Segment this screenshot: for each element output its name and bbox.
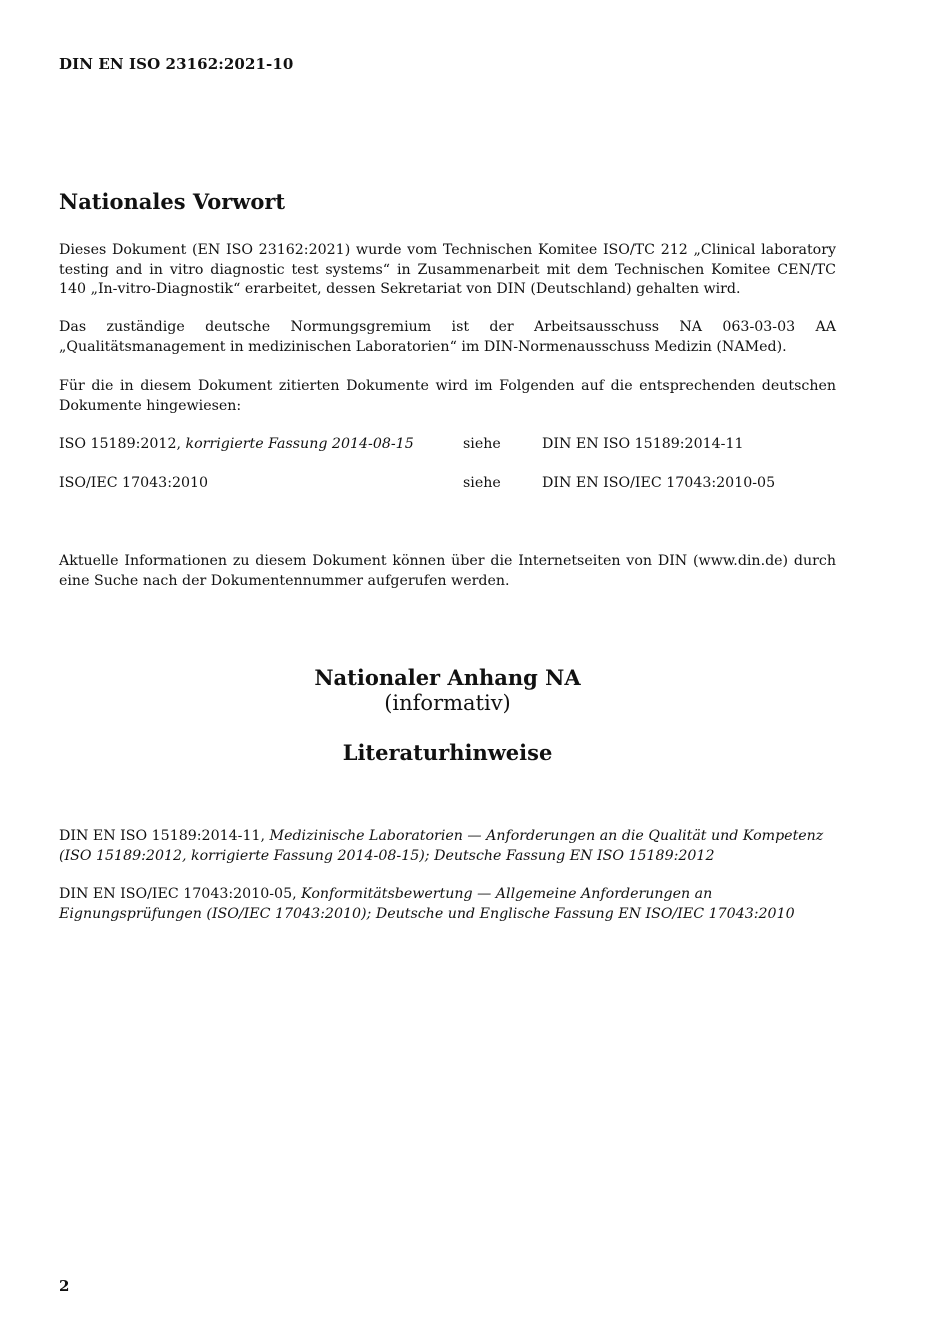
- page-number: 2: [59, 1277, 70, 1295]
- reference-iso-number: ISO/IEC 17043:2010: [59, 475, 209, 491]
- reference-row: [59, 435, 836, 455]
- document-id-header: DIN EN ISO 23162:2021-10: [59, 55, 294, 73]
- annex-title: Nationaler Anhang NA: [314, 665, 581, 690]
- bibliography-title: Medizinische Laboratorien — Anforderungen an die Qualität und Kompetenz (ISO 15189:2012, korrigierte Fassung 2014-08-15); Deutsche Fassung EN ISO 15189:2012: [59, 828, 824, 864]
- literature-title: Literaturhinweise: [342, 740, 553, 765]
- vorwort-paragraph-1: Dieses Dokument (EN ISO 23162:2021) wurde vom Technischen Komitee ISO/TC 212 „Clinical laboratory testing and in vitro diagnostic test systems“ in Zusammenarbeit mit dem Technischen Komitee CEN/TC 140 „In-vitro-Diagnostik“ erarbeitet, dessen Sekretariat von DIN (Deutschland) gehalten wird.: [59, 242, 836, 297]
- reference-iso: [59, 435, 414, 455]
- reference-din: DIN EN ISO 15189:2014-11: [542, 436, 744, 452]
- bibliography-ref: DIN EN ISO 15189:2014-11,: [59, 828, 270, 844]
- reference-see: siehe: [463, 436, 501, 452]
- bibliography-entry: [59, 885, 836, 924]
- vorwort-paragraph-3: Für die in diesem Dokument zitierten Dokumente wird im Folgenden auf die entsprechenden deutschen Dokumente hingewiesen:: [59, 378, 836, 414]
- reference-see: siehe: [463, 475, 501, 491]
- vorwort-paragraph-2: Das zuständige deutsche Normungsgremium ist der Arbeitsausschuss NA 063-03-03 AA „Qualitätsmanagement in medizinischen Laboratorien“ im DIN-Normenausschuss Medizin (NAMed).: [59, 319, 836, 355]
- section-title-nationales-vorwort: Nationales Vorwort: [59, 189, 286, 214]
- annex-subtitle: (informativ): [384, 691, 511, 715]
- bibliography-entry: [59, 827, 836, 866]
- reference-row: [59, 474, 836, 494]
- reference-din: DIN EN ISO/IEC 17043:2010-05: [542, 475, 776, 491]
- bibliography-title: Konformitätsbewertung — Allgemeine Anforderungen an Eignungsprüfungen (ISO/IEC 17043:2010); Deutsche und Englische Fassung EN ISO/IEC 17043:2010: [59, 886, 795, 922]
- reference-iso-version: korrigierte Fassung 2014-08-15: [185, 436, 414, 452]
- vorwort-paragraph-4: Aktuelle Informationen zu diesem Dokument können über die Internetseiten von DIN (www.din.de) durch eine Suche nach der Dokumentennummer aufgerufen werden.: [59, 553, 836, 589]
- reference-iso: [59, 474, 208, 494]
- reference-iso-number: ISO 15189:2012,: [59, 436, 186, 452]
- bibliography-ref: DIN EN ISO/IEC 17043:2010-05,: [59, 886, 302, 902]
